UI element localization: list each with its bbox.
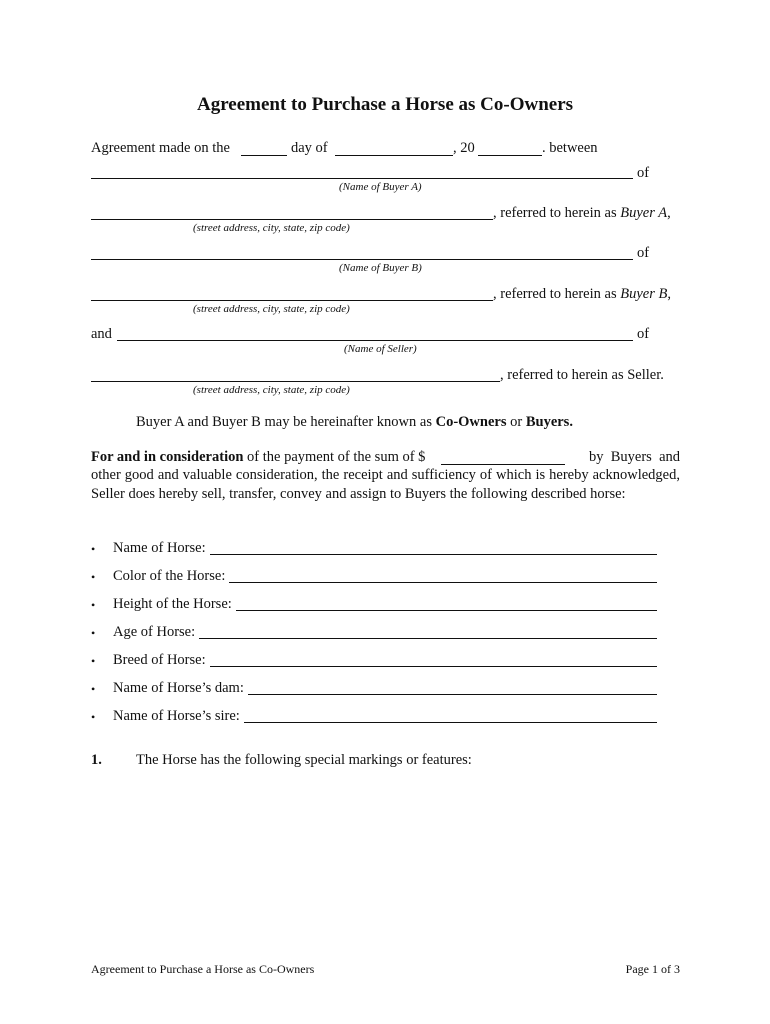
seller-address-caption: (street address, city, state, zip code) (193, 384, 350, 396)
buyer-a-address-caption: (street address, city, state, zip code) (193, 222, 350, 234)
buyers-term: Buyers. (525, 414, 573, 430)
horse-detail-label: Height of the Horse: (113, 596, 232, 612)
section-1-number: 1. (91, 752, 102, 768)
intro-between: . between (542, 140, 598, 156)
horse-detail-label: Name of Horse: (113, 540, 206, 556)
coowners-mid: or (506, 414, 526, 430)
month-blank[interactable] (335, 155, 453, 156)
bullet-icon: • (91, 710, 96, 724)
footer-document-name: Agreement to Purchase a Horse as Co-Owners (91, 962, 315, 976)
bullet-icon: • (91, 626, 96, 640)
buyer-b-address-field[interactable] (91, 300, 493, 301)
seller-name-caption: (Name of Seller) (344, 343, 417, 355)
buyer-b-ref-name: Buyer B (620, 286, 668, 302)
horse-detail-label: Breed of Horse: (113, 652, 206, 668)
bullet-icon: • (91, 542, 96, 556)
document-title: Agreement to Purchase a Horse as Co-Owners (196, 94, 574, 115)
bullet-icon: • (91, 598, 96, 612)
intro-day-of: day of (291, 140, 328, 156)
buyer-a-name-field[interactable] (91, 178, 633, 179)
consideration-line1: of the payment of the sum of $ (243, 449, 426, 465)
coowners-sentence (136, 413, 573, 431)
horse-detail-field[interactable] (210, 554, 657, 555)
buyer-a-of-label: of (637, 165, 650, 181)
consideration-bold-lead: For and in consideration (91, 449, 244, 465)
buyer-a-name-caption: (Name of Buyer A) (339, 181, 422, 193)
horse-detail-label: Name of Horse’s dam: (113, 680, 244, 696)
intro-year-prefix: , 20 (453, 140, 475, 156)
horse-detail-field[interactable] (229, 582, 657, 583)
horse-detail-field[interactable] (236, 610, 657, 611)
consideration-lead (91, 448, 425, 466)
seller-name-field[interactable] (117, 340, 633, 341)
sum-amount-field[interactable] (441, 464, 565, 465)
year-blank[interactable] (478, 155, 542, 156)
bullet-icon: • (91, 654, 96, 668)
buyer-b-ref-text: , referred to herein as (493, 286, 621, 302)
horse-detail-label: Age of Horse: (113, 624, 196, 640)
buyer-a-ref-text: , referred to herein as (493, 205, 621, 221)
horse-detail-field[interactable] (199, 638, 657, 639)
horse-detail-field[interactable] (210, 666, 657, 667)
consideration-continuation: other good and valuable consideration, the receipt and sufficiency of which is hereby acknowledged, Seller does hereby sell, transfer, convey and assign to Buyers the following described horse: (91, 467, 680, 502)
horse-detail-field[interactable] (248, 694, 657, 695)
intro-made-on: Agreement made on the (91, 140, 230, 156)
buyer-a-reference (493, 204, 671, 222)
bullet-icon: • (91, 682, 96, 696)
buyer-a-ref-name: Buyer A (620, 205, 668, 221)
buyer-b-name-field[interactable] (91, 259, 633, 260)
seller-address-field[interactable] (91, 381, 500, 382)
buyer-b-name-caption: (Name of Buyer B) (339, 262, 422, 274)
seller-reference: , referred to herein as Seller. (500, 367, 664, 383)
coowners-term: Co-Owners (435, 414, 507, 430)
coowners-prefix: Buyer A and Buyer B may be hereinafter known as (136, 414, 436, 430)
buyer-b-of-label: of (637, 245, 650, 261)
buyer-b-reference (493, 285, 671, 303)
bullet-icon: • (91, 570, 96, 584)
buyer-b-ref-end: , (667, 286, 671, 302)
section-1-text: The Horse has the following special markings or features: (136, 752, 472, 768)
buyer-a-address-field[interactable] (91, 219, 493, 220)
consideration-line1-end: by Buyers and (588, 449, 680, 465)
horse-detail-label: Color of the Horse: (113, 568, 226, 584)
horse-detail-field[interactable] (244, 722, 657, 723)
buyer-a-ref-end: , (667, 205, 671, 221)
horse-detail-label: Name of Horse’s sire: (113, 708, 240, 724)
day-blank[interactable] (241, 155, 287, 156)
seller-of-label: of (637, 326, 650, 342)
and-label: and (91, 326, 112, 342)
footer-page-number: Page 1 of 3 (625, 962, 680, 976)
buyer-b-address-caption: (street address, city, state, zip code) (193, 303, 350, 315)
